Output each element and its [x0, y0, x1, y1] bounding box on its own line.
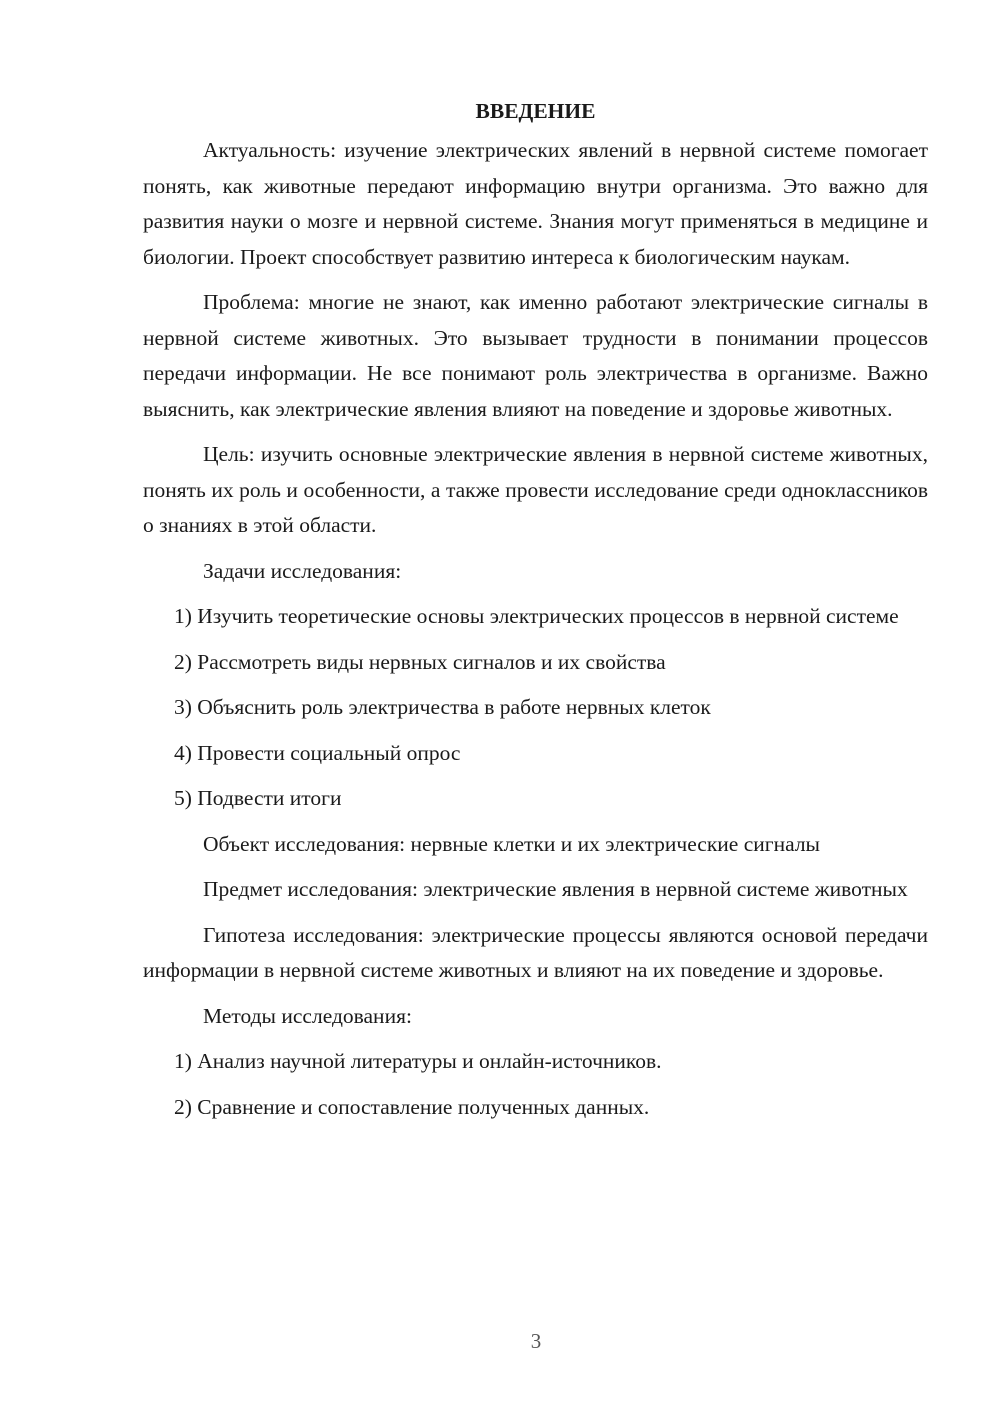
task-item: 1) Изучить теоретические основы электрических процессов в нервной системе [174, 604, 899, 628]
method-item: 1) Анализ научной литературы и онлайн-источников. [174, 1049, 662, 1073]
task-item: 3) Объяснить роль электричества в работе нервных клеток [174, 695, 711, 719]
tasks-heading: Задачи исследования: [203, 558, 402, 583]
object-paragraph: Объект исследования: нервные клетки и их электрические сигналы [203, 831, 820, 856]
hypothesis-paragraph: Гипотеза исследования: электрические процессы являются основой передачи информации в нервной системе животных и влияют на их поведение и здоровье. [143, 922, 928, 982]
problem-paragraph: Проблема: многие не знают, как именно работают электрические сигналы в нервной системе животных. Это вызывает трудности в понимании процессов передачи информации. Не все понимают роль электричества в организме. Важно выяснить, как электрические явления влияют на поведение и здоровье животных. [143, 290, 928, 421]
task-item: 2) Рассмотреть виды нервных сигналов и их свойства [174, 649, 666, 674]
method-item: 2) Сравнение и сопоставление полученных данных. [174, 1094, 650, 1119]
task-item: 5) Подвести итоги [174, 786, 342, 810]
page-number: 3 [530, 1329, 542, 1353]
methods-heading: Методы исследования: [203, 1003, 412, 1028]
subject-paragraph: Предмет исследования: электрические явления в нервной системе животных [203, 877, 908, 901]
task-item: 4) Провести социальный опрос [174, 740, 461, 765]
section-title: ВВЕДЕНИЕ [475, 99, 596, 123]
goal-paragraph: Цель: изучить основные электрические явления в нервной системе животных, понять их роль и особенности, а также провести исследование среди одноклассников о знаниях в этой области. [143, 442, 928, 537]
page-content [143, 94, 928, 1135]
relevance-paragraph: Актуальность: изучение электрических явлений в нервной системе помогает понять, как животные передают информацию внутри организма. Это важно для развития науки о мозге и нервной системе. Знания могут применяться в медицине и биологии. Проект способствует развитию интереса к биологическим наукам. [143, 138, 928, 269]
